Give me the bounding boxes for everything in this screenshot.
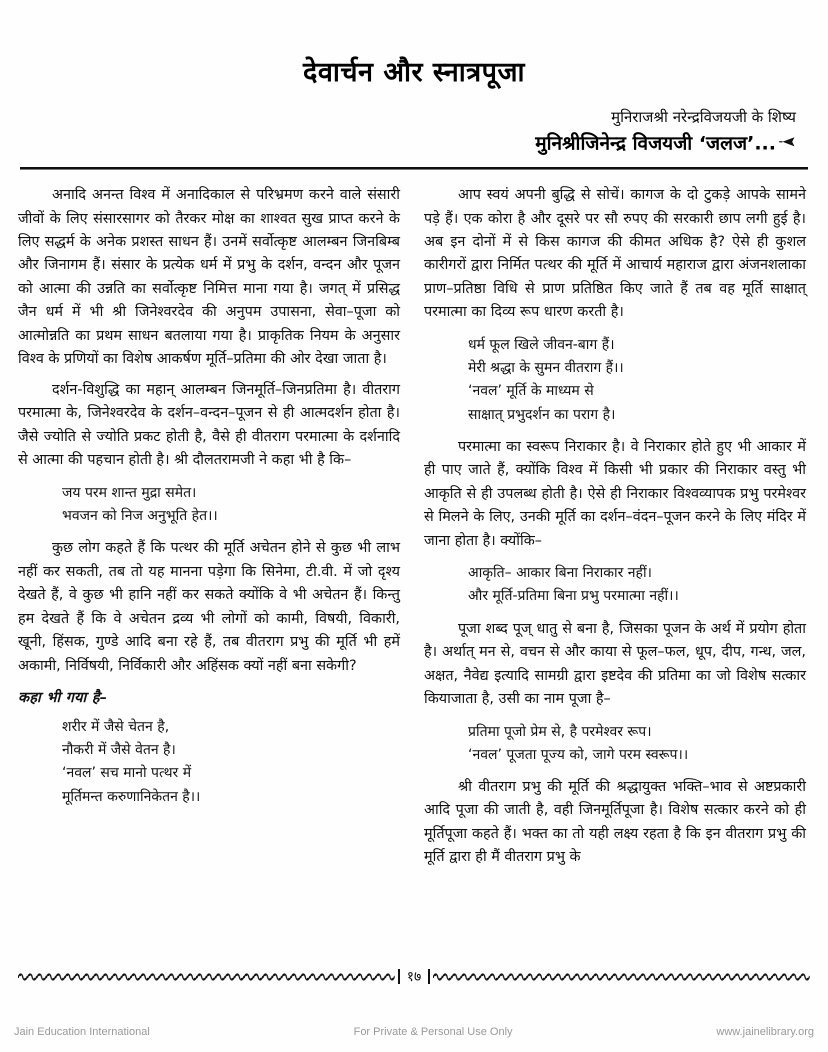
ornament-right-icon [433, 970, 810, 984]
page-header [0, 0, 828, 158]
byline [22, 106, 806, 158]
page-number: १७ [398, 969, 431, 984]
verse-line: शरीर में जैसे चेतन है, [62, 718, 170, 735]
two-column-body [0, 170, 828, 877]
right-column [424, 184, 806, 877]
byline-author [22, 130, 796, 158]
paragraph: पूजा शब्द पूज् धातु से बना है, जिसका पूजन के अर्थ में प्रयोग होता है। अर्थात् मन से, वचन से और काया से फूल–फल, धूप, दीप, गन्ध, जल, अक्षत, नैवेद्य इत्यादि सामग्री द्वारा इष्टदेव की प्रतिमा का जो विशेष सत्कार कियाजाता है, उसी का नाम पूजा है– [424, 620, 806, 708]
verse-line: धर्म फूल खिले जीवन-बाग हैं। [468, 336, 615, 353]
paragraph: परमात्मा का स्वरूप निराकार है। वे निराकार होते हुए भी आकार में ही पाए जाते हैं, क्योंकि विश्व में किसी भी प्रकार की निराकार वस्तु भी आकृति से ही उपलब्ध होती है। ऐसे ही निराकार विश्वव्यापक प्रभु परमेश्वर से मिलने के लिए, उनकी मूर्ति का दर्शन–वंदन–पूजन करने के लिए मंदिर में जाना होता है। क्योंकि– [424, 438, 806, 549]
verse-line: भवजन को निज अनुभूति हेत।। [62, 507, 218, 524]
verse-block [424, 334, 806, 427]
page-title: देवार्चन और स्नात्रपूजा [303, 57, 525, 88]
verse-lead-in: कहा भी गया है– [18, 689, 108, 706]
verse-block [424, 721, 806, 767]
verse-block [18, 716, 400, 809]
verse-block [18, 482, 400, 528]
verse-line: जय परम शान्त मुद्रा समेत। [62, 484, 197, 501]
left-column [18, 184, 400, 818]
footer-ornamental-rule [18, 969, 810, 984]
verse-line: साक्षात् प्रभुदर्शन का पराग है। [468, 406, 616, 423]
paragraph: आप स्वयं अपनी बुद्धि से सोचें। कागज के दो टुकड़े आपके सामने पड़े हैं। एक कोरा है और दूसरे पर सौ रुपए की सरकारी छाप लगी हुई है। अब इन दोनों में से किस कागज की कीमत अधिक है? ऐसे ही कुशल कारीगरों द्वारा निर्मित पत्थर की मूर्ति में आचार्य महाराज द्वारा अंजनशलाका प्राण–प्रतिष्ठा विधि से प्राण प्रतिष्ठित किए जाते हैं तब वह मूर्ति साक्षात् परमात्मा का दिव्य रूप धारण करती है। [424, 187, 806, 321]
verse-block [424, 562, 806, 608]
verse-line: मेरी श्रद्धा के सुमन वीतराग हैं।। [468, 360, 624, 377]
verse-line: ‘नवल’ मूर्ति के माध्यम से [468, 383, 594, 400]
paragraph: दर्शन-विशुद्धि का महान् आलम्बन जिनमूर्ति–जिनप्रतिमा है। वीतराग परमात्मा के, जिनेश्वरदेव के दर्शन–वन्दन–पूजन से ही आत्मदर्शन होता है। जैसे ज्योति से ज्योति प्रकट होती है, वैसे ही वीतराग परमात्मा के दर्शनादि से आत्मा की पहचान होती है। श्री दौलतरामजी ने कहा भी है कि– [18, 381, 400, 469]
footer-website[interactable]: www.jainelibrary.org [716, 1026, 814, 1038]
footer-usage-notice: For Private & Personal Use Only [353, 1026, 513, 1038]
paragraph: श्री वीतराग प्रभु की मूर्ति की श्रद्धायुक्त भक्ति–भाव से अष्टप्रकारी आदि पूजा की जाती है, वही जिनमूर्तिपूजा है। विशेष सत्कार करने को ही मूर्तिपूजा कहते हैं। भक्त का तो यही लक्ष्य रहता है कि इन वीतराग प्रभु की मूर्ति द्वारा ही मैं वीतराग प्रभु के [424, 778, 806, 866]
verse-line: नौकरी में जैसे वेतन है। [62, 742, 176, 759]
page-footer [0, 1026, 828, 1038]
verse-line: मूर्तिमन्त करुणानिकेतन है।। [62, 788, 201, 805]
pen-nib-icon [778, 130, 796, 158]
byline-author-name: मुनिश्रीजिनेन्द्र विजयजी ‘जलज’... [535, 132, 776, 155]
byline-guru: मुनिराजश्री नरेन्द्रविजयजी के शिष्य [611, 107, 796, 126]
verse-line: और मूर्ति-प्रतिमा बिना प्रभु परमात्मा नहीं।। [468, 588, 679, 605]
paragraph: अनादि अनन्त विश्व में अनादिकाल से परिभ्रमण करने वाले संसारी जीवों के लिए संसारसागर को तैरकर मोक्ष का शाश्वत सुख प्राप्त करने के लिए सद्धर्म के अनेक प्रशस्त साधन हैं। उनमें सर्वोत्कृष्ट आलम्बन जिनबिम्ब और जिनागम हैं। संसार के प्रत्येक धर्म में प्रभु के दर्शन, वन्दन और पूजन को आत्मा की उन्नति का सर्वोत्कृष्ट निमित्त माना गया है। जगत् में प्रसिद्ध जैन धर्म में भी श्री जिनेश्वरदेव की अनुपम उपासना, सेवा–पूजा को आत्मोन्नति का प्रथम साधन बतलाया गया है। प्राकृतिक नियम के अनुसार विश्व के प्रणियों का विशेष आकर्षण मूर्ति–प्रतिमा की ओर देखा जाता है। [18, 187, 400, 368]
verse-line: आकृति– आकार बिना निराकार नहीं। [468, 565, 652, 582]
paragraph: कुछ लोग कहते हैं कि पत्थर की मूर्ति अचेतन होने से कुछ भी लाभ नहीं कर सकती, तब तो यह मानना पड़ेगा कि सिनेमा, टी.वी. में जो दृश्य देखते हैं, वे कुछ भी हानि नहीं कर सकते क्योंकि वे भी अचेतन हैं। किन्तु हम देखते हैं कि वे अचेतन द्रव्य भी लोगों को कामी, विषयी, विकारी, खूनी, हिंसक, गुण्डे आदि बना रहे हैं, तब वीतराग प्रभु की मूर्ति भी हमें अकामी, निर्विषयी, निर्विकारी और अहिंसक क्यों नहीं बना सकेगी? [18, 540, 400, 674]
verse-line: ‘नवल’ सच मानो पत्थर में [62, 765, 192, 782]
ornament-left-icon [18, 970, 395, 984]
footer-org: Jain Education International [14, 1026, 150, 1038]
verse-line: प्रतिमा पूजो प्रेम से, है परमेश्वर रूप। [468, 723, 652, 740]
verse-line: ‘नवल’ पूजता पूज्य को, जागे परम स्वरूप।। [468, 746, 689, 763]
